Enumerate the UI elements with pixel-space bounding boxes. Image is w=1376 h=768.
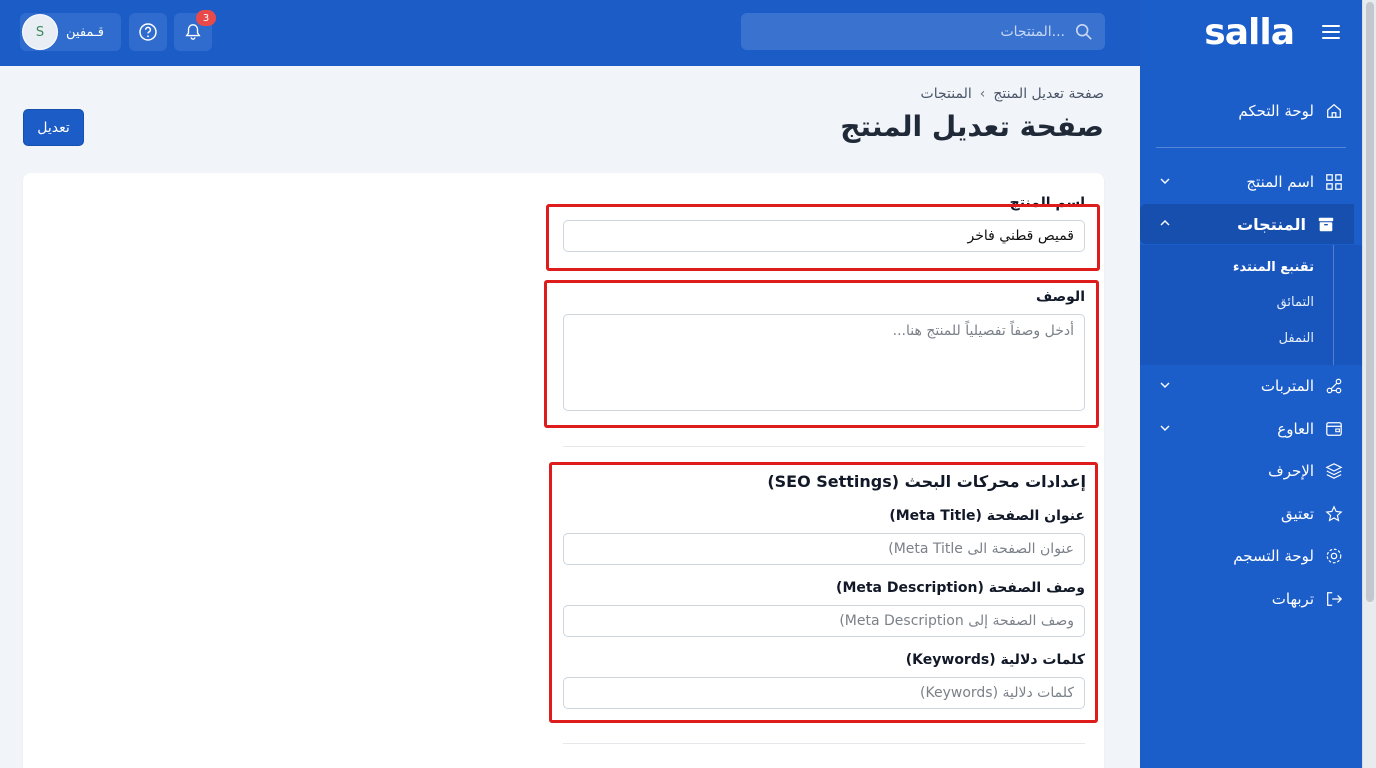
sidebar-item-label: الإحرف — [1268, 462, 1314, 480]
avatar: S — [22, 14, 58, 50]
highlight-box-name — [546, 204, 1100, 271]
edit-button[interactable]: تعديل — [23, 109, 84, 146]
layers-icon — [1324, 461, 1344, 481]
sidebar-divider — [1156, 147, 1346, 148]
sidebar-item-6[interactable] — [1140, 494, 1362, 534]
notification-badge: 3 — [196, 10, 216, 26]
help-button[interactable] — [129, 13, 167, 51]
meta-description-label: وصف الصفحة (Meta Description) — [836, 580, 1085, 596]
products-submenu — [1140, 245, 1362, 365]
page-title: صفحة تعديل المنتج — [840, 110, 1104, 143]
keywords-label: كلمات دلالية (Keywords) — [905, 652, 1085, 668]
grid-icon — [1324, 172, 1344, 192]
section-divider — [563, 446, 1085, 447]
chevron-down-icon — [1158, 378, 1172, 392]
meta-title-label: عنوان الصفحة (Meta Title) — [889, 508, 1085, 524]
sidebar-item-product-name[interactable] — [1140, 162, 1362, 202]
wallet-icon — [1324, 419, 1344, 439]
breadcrumb-current: صفحة تعديل المنتج — [993, 86, 1104, 102]
share-icon — [1324, 376, 1344, 396]
sidebar-item-label: تربهات — [1271, 590, 1314, 608]
sidebar-item-4[interactable] — [1140, 409, 1362, 449]
user-name: قـمفين — [66, 24, 104, 40]
breadcrumb — [921, 86, 1104, 102]
sidebar-item-label: المتربات — [1260, 377, 1314, 395]
search-bar[interactable] — [741, 13, 1105, 50]
search-placeholder: المنتجات... — [1000, 23, 1065, 40]
chevron-left-icon: ‹ — [979, 86, 986, 102]
user-menu[interactable] — [20, 13, 121, 51]
product-name-label: اسم المنتج — [1009, 195, 1085, 211]
seo-section-title: إعدادات محركات البحث (SEO Settings) — [767, 472, 1086, 491]
box-icon — [1316, 214, 1336, 234]
sidebar-item-label: لوحة التحكم — [1238, 102, 1314, 120]
submenu-item[interactable]: النمفل — [1278, 331, 1314, 346]
sidebar-item-label: لوحة التسجم — [1233, 547, 1314, 565]
sidebar-item-label: العاوع — [1277, 420, 1314, 438]
sidebar-item-7[interactable] — [1140, 536, 1362, 576]
logo: salla — [1204, 12, 1294, 53]
top-header — [0, 0, 1140, 66]
gear-icon — [1324, 546, 1344, 566]
star-icon — [1324, 504, 1344, 524]
section-divider — [563, 743, 1085, 744]
sidebar-item-3[interactable] — [1140, 366, 1362, 406]
sidebar-item-products[interactable] — [1140, 204, 1354, 244]
sidebar-item-5[interactable] — [1140, 451, 1362, 491]
description-label: الوصف — [1035, 289, 1085, 305]
sidebar-item-label: المنتجات — [1237, 214, 1306, 234]
chevron-up-icon — [1158, 216, 1172, 230]
chevron-down-icon — [1158, 421, 1172, 435]
sidebar-item-8[interactable] — [1140, 579, 1362, 619]
home-icon — [1324, 101, 1344, 121]
highlight-box-description — [544, 280, 1099, 428]
sidebar-item-label: اسم المنتج — [1246, 173, 1314, 191]
highlight-box-seo — [549, 462, 1098, 723]
bell-icon — [184, 23, 202, 41]
breadcrumb-parent[interactable]: المنتجات — [920, 86, 972, 102]
chevron-down-icon — [1158, 174, 1172, 188]
scrollbar[interactable] — [1362, 0, 1376, 768]
menu-toggle-icon[interactable] — [1322, 25, 1340, 39]
sidebar-item-label: تعتيق — [1281, 505, 1314, 523]
help-icon — [138, 22, 158, 42]
submenu-item[interactable]: تقنبع المنتدء — [1232, 260, 1314, 275]
logout-icon — [1324, 589, 1344, 609]
notifications-button[interactable] — [174, 13, 212, 51]
sidebar — [1140, 0, 1362, 768]
sidebar-item-dashboard[interactable] — [1140, 91, 1362, 131]
search-icon — [1075, 23, 1093, 41]
submenu-item[interactable]: التمائق — [1276, 295, 1314, 310]
